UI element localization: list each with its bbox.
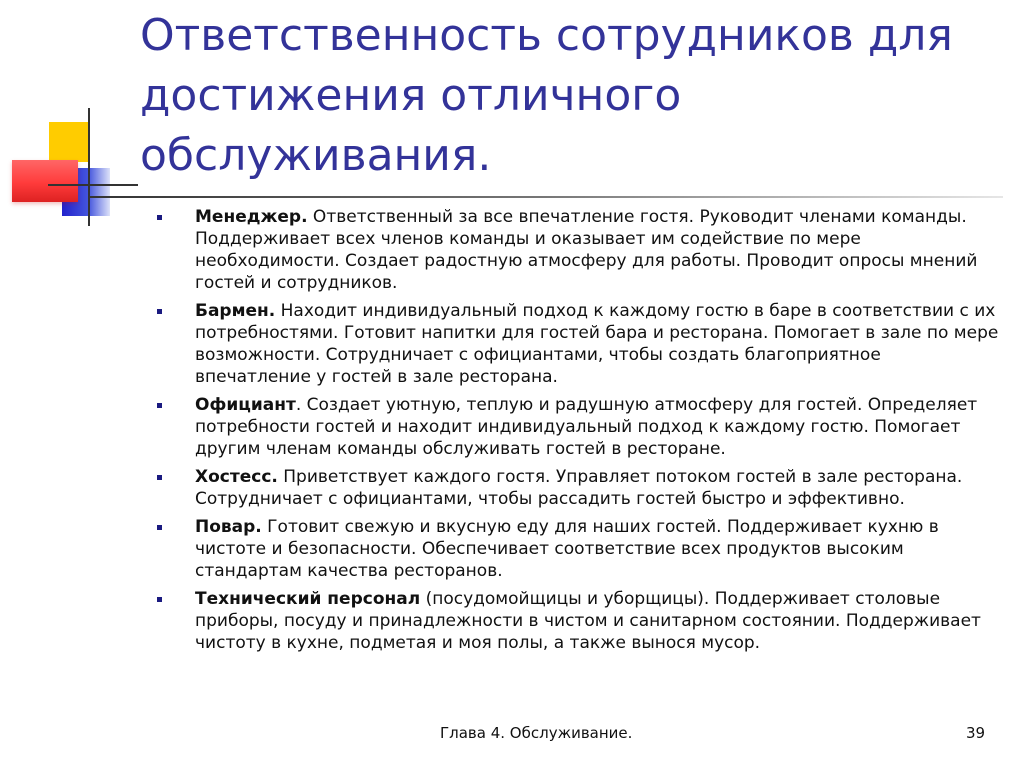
item-text: Ответственный за все впечатление гостя. Руководит членами команды. Поддерживает всех членов команды и оказывает им содействие по мере необходимости. Создает радостную атмосферу для работы. Проводит опросы мнений гостей и сотрудников. xyxy=(195,207,978,293)
bullet-square-icon xyxy=(157,215,162,220)
logo-yellow-square xyxy=(49,122,89,162)
bullet-item-cook xyxy=(155,516,1000,582)
item-text: (посудомойщицы и уборщицы). Поддерживает столовые приборы, посуду и принадлежности в чистом и санитарном состоянии. Поддерживает чистоту в кухне, подметая и моя полы, а также вынося мусор. xyxy=(195,589,981,653)
item-term: Бармен. xyxy=(195,301,276,321)
item-text: Приветствует каждого гостя. Управляет потоком гостей в зале ресторана. Сотрудничает с официантами, чтобы рассадить гостей быстро и эффективно. xyxy=(195,467,963,509)
item-term: Повар. xyxy=(195,517,262,537)
title-divider xyxy=(88,196,1003,198)
bullet-square-icon xyxy=(157,403,162,408)
footer-page-number: 39 xyxy=(966,724,986,742)
bullet-item-bartender xyxy=(155,300,1000,388)
logo-horizontal-line xyxy=(48,184,138,186)
item-text: Находит индивидуальный подход к каждому гостю в баре в соответствии с их потребностями. Готовит напитки для гостей бара и ресторана. Помогает в зале по мере возможности. Сотрудничает с официантами, чтобы создать благоприятное впечатление у гостей в зале ресторана. xyxy=(195,301,999,387)
item-term: Хостесс. xyxy=(195,467,278,487)
item-text: . Создает уютную, теплую и радушную атмосферу для гостей. Определяет потребности гостей и находит индивидуальный подход к каждому гостю. Помогает другим членам команды обслуживать гостей в ресторане. xyxy=(195,395,978,459)
slide-logo-decoration xyxy=(0,0,140,240)
bullet-square-icon xyxy=(157,597,162,602)
item-text: Готовит свежую и вкусную еду для наших гостей. Поддерживает кухню в чистоте и безопасности. Обеспечивает соответствие всех продуктов высоким стандартам качества ресторанов. xyxy=(195,517,939,581)
logo-red-square xyxy=(12,160,78,202)
bullet-item-manager xyxy=(155,206,1000,294)
bullet-square-icon xyxy=(157,309,162,314)
slide-content xyxy=(155,206,1000,660)
bullet-square-icon xyxy=(157,475,162,480)
bullet-item-hostess xyxy=(155,466,1000,510)
slide-title: Ответственность сотрудников для достижения отличного обслуживания. xyxy=(140,10,953,181)
logo-vertical-line xyxy=(88,108,90,226)
bullet-item-technical-staff xyxy=(155,588,1000,654)
bullet-item-waiter xyxy=(155,394,1000,460)
bullet-list xyxy=(155,206,1000,654)
footer-chapter-label: Глава 4. Обслуживание. xyxy=(440,724,633,742)
item-term: Технический персонал xyxy=(195,589,421,609)
item-term: Менеджер. xyxy=(195,207,308,227)
item-term: Официант xyxy=(195,395,296,415)
bullet-square-icon xyxy=(157,525,162,530)
